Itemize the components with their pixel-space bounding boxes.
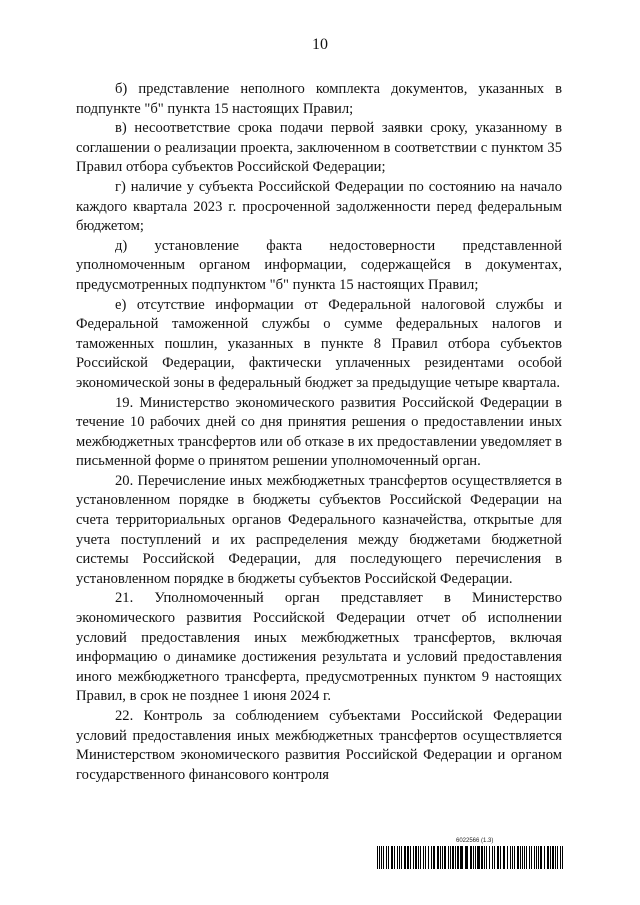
paragraph-v: в) несоответствие срока подачи первой заявки сроку, указанному в соглашении о реализации проекта, заключенном в соответствии с пунктом 35 Правил отбора субъектов Российской Федерации; (76, 120, 562, 176)
barcode-image (377, 846, 564, 869)
paragraph-22: 22. Контроль за соблюдением субъектами Российской Федерации условий предоставления иных межбюджетных трансфертов осуществляется Министерством экономического развития Российской Федерации и органом государственного финансового контроля (76, 708, 562, 783)
paragraph-b: б) представление неполного комплекта документов, указанных в подпункте "б" пункта 15 настоящих Правил; (76, 81, 562, 117)
paragraph-g: г) наличие у субъекта Российской Федерации по состоянию на начало каждого квартала 2023 г. просроченной задолженности перед федеральным бюджетом; (76, 178, 562, 235)
paragraph-19: 19. Министерство экономического развития Российской Федерации в течение 10 рабочих дней со дня принятия решения о предоставлении иных межбюджетных трансфертов или об отказе в их предоставлении уведомляет в письменной форме о принятом решении уполномоченный орган. (76, 394, 562, 470)
paragraph-20: 20. Перечисление иных межбюджетных трансфертов осуществляется в установленном порядке в бюджеты субъектов Российской Федерации на счета территориальных органов Федерального казначейства, открытые для учета поступлений и их распределения между бюджетами бюджетной системы Российской Федерации, для последующего перечисления в установленном порядке в бюджеты субъектов Российской Федерации. (76, 472, 562, 587)
page-number: 10 (312, 36, 328, 53)
paragraph-21: 21. Уполномоченный орган представляет в Министерство экономического развития Российской Федерации отчет об исполнении условий предоставления иных межбюджетных трансфертов, включая информацию о динамике достижения результата и условий предоставления иного межбюджетного трансферта, предусмотренных пунктом 9 настоящих Правил, в срок не позднее 1 июня 2024 г. (76, 590, 562, 705)
document-code: 6022566 (1.3) (456, 838, 494, 844)
paragraph-d: д) установление факта недостоверности представленной уполномоченным органом информации, содержащейся в документах, предусмотренных подпунктом "б" пункта 15 настоящих Правил; (76, 237, 562, 293)
document-body (76, 80, 562, 785)
paragraph-e: е) отсутствие информации от Федеральной налоговой службы и Федеральной таможенной службы о сумме федеральных налогов и таможенных пошлин, указанных в пункте 8 Правил отбора субъектов Российской Федерации, фактически уплаченных резидентами особой экономической зоны в федеральный бюджет за предыдущие четыре квартала. (76, 296, 562, 391)
